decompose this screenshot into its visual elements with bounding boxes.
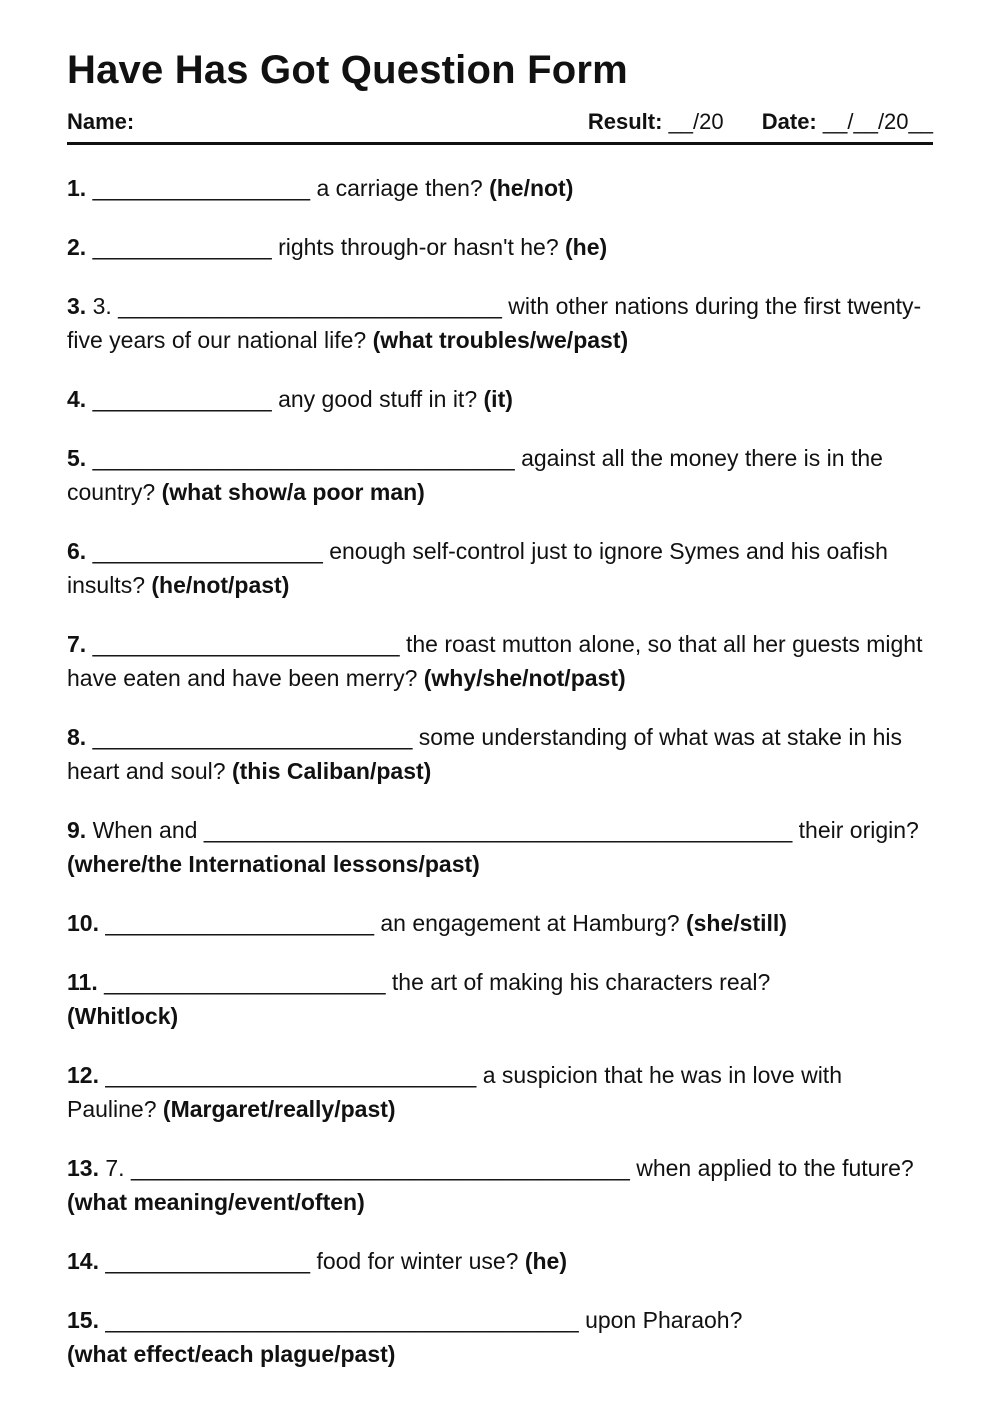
question-hint: (what meaning/event/often) <box>67 1189 365 1215</box>
question-blank: ______________ <box>92 386 272 412</box>
question-item <box>67 441 933 509</box>
header-row <box>67 102 933 142</box>
question-blank: ______________________________________________ <box>203 817 793 843</box>
question-blank: _________________ <box>92 175 311 201</box>
question-number: 11. <box>67 969 98 995</box>
result-date-group <box>588 109 933 135</box>
name-label: Name: <box>67 109 135 134</box>
question-hint: (he) <box>524 1248 568 1274</box>
result-value: __/20 <box>668 109 724 134</box>
worksheet <box>67 44 933 1396</box>
question-text: any good stuff in it? <box>278 386 478 412</box>
question-blank: ________________________ <box>92 631 400 657</box>
question-hint: (what show/a poor man) <box>161 479 425 505</box>
question-text: their origin? <box>798 817 919 843</box>
question-text: the roast mutton alone, so that all her guests might have eaten and have been merry? <box>67 631 923 691</box>
question-text: food for winter use? <box>316 1248 519 1274</box>
question-hint: (it) <box>483 386 513 412</box>
question-text: against all the money there is in the country? <box>67 445 883 505</box>
question-prefix: 3. <box>92 293 112 319</box>
question-list <box>67 171 933 1371</box>
question-number: 10. <box>67 910 99 936</box>
question-blank: ______________________ <box>104 969 386 995</box>
question-hint: (he/not) <box>489 175 574 201</box>
question-blank: ________________ <box>105 1248 311 1274</box>
question-text: enough self-control just to ignore Symes and his oafish insults? <box>67 538 888 598</box>
question-item <box>67 289 933 357</box>
question-blank: _____________________________ <box>105 1062 477 1088</box>
question-hint: (what troubles/we/past) <box>372 327 629 353</box>
question-prefix: 7. <box>105 1155 125 1181</box>
question-item <box>67 720 933 788</box>
question-text: some understanding of what was at stake in his heart and soul? <box>67 724 903 784</box>
question-number: 9. <box>67 817 87 843</box>
question-text: a suspicion that he was in love with Pauline? <box>67 1062 842 1122</box>
question-number: 4. <box>67 386 87 412</box>
question-blank: ______________________________ <box>118 293 502 319</box>
question-blank: _________________________________ <box>92 445 515 471</box>
question-number: 13. <box>67 1155 99 1181</box>
question-hint: (she/still) <box>685 910 787 936</box>
question-text: upon Pharaoh? <box>585 1307 743 1333</box>
question-prefix: When and <box>92 817 198 843</box>
question-item <box>67 1303 933 1371</box>
question-item <box>67 230 933 264</box>
question-item <box>67 382 933 416</box>
question-hint: (what effect/each plague/past) <box>67 1341 396 1367</box>
question-item <box>67 1151 933 1219</box>
question-number: 3. <box>67 293 87 319</box>
question-number: 12. <box>67 1062 99 1088</box>
date-label: Date: <box>761 109 817 134</box>
question-item <box>67 534 933 602</box>
question-text: an engagement at Hamburg? <box>380 910 680 936</box>
question-hint: (this Caliban/past) <box>231 758 432 784</box>
date-value: __/__/20__ <box>822 109 933 134</box>
question-hint: (he) <box>565 234 608 260</box>
date-group <box>762 109 933 134</box>
question-number: 15. <box>67 1307 99 1333</box>
question-text: when applied to the future? <box>636 1155 914 1181</box>
question-item <box>67 171 933 205</box>
question-number: 8. <box>67 724 87 750</box>
question-blank: _____________________ <box>105 910 374 936</box>
question-number: 2. <box>67 234 87 260</box>
question-blank: _______________________________________ <box>130 1155 630 1181</box>
result-label: Result: <box>587 109 663 134</box>
question-number: 6. <box>67 538 87 564</box>
question-hint: (Margaret/really/past) <box>162 1096 396 1122</box>
question-text: rights through-or hasn't he? <box>278 234 559 260</box>
question-blank: _____________________________________ <box>105 1307 579 1333</box>
question-hint: (he/not/past) <box>151 572 290 598</box>
question-hint: (where/the International lessons/past) <box>67 851 480 877</box>
question-item <box>67 1244 933 1278</box>
question-number: 5. <box>67 445 87 471</box>
question-number: 1. <box>67 175 87 201</box>
question-number: 7. <box>67 631 87 657</box>
question-text: the art of making his characters real? <box>391 969 771 995</box>
question-blank: __________________ <box>92 538 323 564</box>
question-item <box>67 627 933 695</box>
question-item <box>67 906 933 940</box>
question-blank: _________________________ <box>92 724 413 750</box>
question-item <box>67 813 933 881</box>
question-text: with other nations during the first twenty-five years of our national life? <box>67 293 922 353</box>
question-number: 14. <box>67 1248 99 1274</box>
question-hint: (Whitlock) <box>67 1003 179 1029</box>
question-item <box>67 965 933 1033</box>
header-divider <box>67 142 933 145</box>
page-title: Have Has Got Question Form <box>67 48 628 92</box>
question-text: a carriage then? <box>316 175 483 201</box>
question-hint: (why/she/not/past) <box>423 665 626 691</box>
question-blank: ______________ <box>92 234 272 260</box>
question-item <box>67 1058 933 1126</box>
